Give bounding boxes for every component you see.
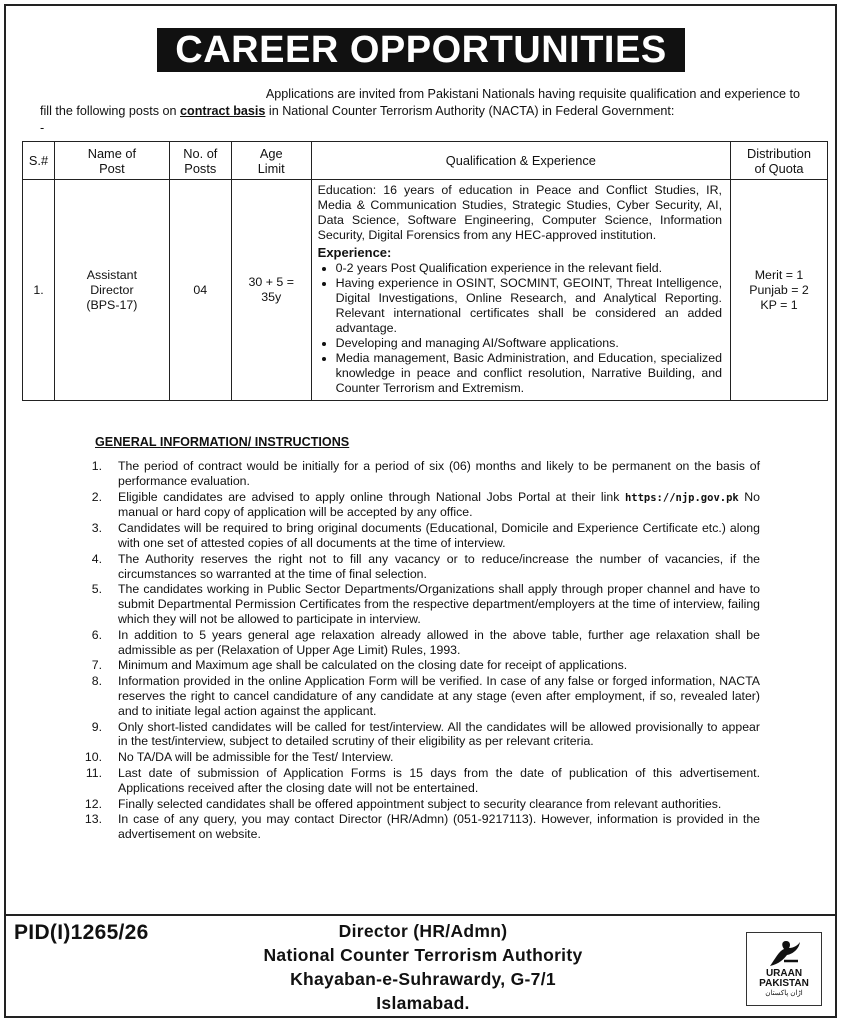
item-number: 6.	[91, 627, 102, 642]
logo-text-urdu: اڑان پاکستان	[765, 990, 803, 997]
item-text: No TA/DA will be admissible for the Test/ Interview.	[118, 750, 394, 765]
intro-line-1: Applications are invited from Pakistani Nationals having requisite qualification and experience to	[265, 87, 800, 101]
post-name-line2: Director	[90, 282, 134, 297]
njp-portal-link[interactable]: https://njp.gov.pk	[624, 491, 739, 504]
item-number: 11.	[85, 765, 102, 780]
item-number: 3.	[91, 521, 102, 536]
posts-table	[22, 141, 828, 401]
item-text: Finally selected candidates shall be offered appointment subject to security clearance from relevant authorities.	[118, 796, 722, 811]
footer-divider	[4, 914, 837, 916]
list-item	[58, 720, 760, 750]
header-age-line2: Limit	[257, 160, 285, 176]
item-text: The candidates working in Public Sector Departments/Organizations shall apply through proper channel and have to submit Departmental Permission Certificates from the respective department/employers at the time of interview, failing which they will not be allowed to participate in interview.	[118, 582, 760, 626]
quota-merit: Merit = 1	[754, 267, 804, 282]
item-number: 10.	[84, 750, 102, 765]
list-item	[58, 766, 760, 796]
intro-line-2	[40, 103, 800, 120]
page-title: CAREER OPPORTUNITIES	[157, 28, 685, 72]
intro-text	[40, 86, 800, 137]
instructions-list	[58, 459, 760, 843]
cell-quota	[731, 180, 828, 401]
footer-address	[223, 919, 623, 1015]
item-text: In addition to 5 years general age relaxation already allowed in the above table, further age relaxation shall be admissible as per (Relaxation of Upper Age Limit) Rules, 1993.	[118, 627, 760, 657]
item-text-post: No manual or hard copy of application will be accepted by any office.	[118, 489, 760, 520]
intro-line-2-post: in National Counter Terrorism Authority (NACTA) in Federal Government:	[265, 104, 675, 118]
address-street: Khayaban-e-Suhrawardy, G-7/1	[290, 969, 556, 989]
item-text: Candidates will be required to bring original documents (Educational, Domicile and Experience Certificate etc.) along with one set of attested copies of all documents at the time of interview.	[118, 521, 760, 550]
logo-text-line2: PAKISTAN	[759, 978, 809, 989]
uraan-pakistan-logo	[746, 932, 822, 1006]
list-item	[58, 521, 760, 551]
cell-post-name	[54, 180, 169, 401]
item-text: Only short-listed candidates will be called for test/interview. All the candidates will be allowed provisionally to appear in the test/interview, subject to detailed scrutiny of their eligibility as per relevant criteria.	[118, 719, 760, 749]
experience-item: • Developing and managing AI/Software applications.	[336, 336, 722, 351]
item-text: The period of contract would be initially for a period of six (06) months and likely to be permanent on the basis of performance evaluation.	[118, 459, 760, 488]
item-number: 8.	[91, 674, 102, 689]
list-item	[58, 552, 760, 582]
header-post	[54, 142, 169, 180]
header-age-line1: Age	[259, 145, 283, 161]
header-sno: S.#	[23, 142, 55, 180]
list-item	[58, 459, 760, 489]
address-organization: National Counter Terrorism Authority	[263, 945, 583, 965]
contract-basis-text: contract basis	[180, 104, 266, 118]
list-item	[58, 490, 760, 521]
item-text: In case of any query, you may contact Director (HR/Admn) (051-9217113). However, information is provided in the advertisement on website.	[118, 812, 760, 842]
intro-line-3: -	[40, 121, 45, 135]
list-item	[58, 797, 760, 812]
bird-logo-icon	[767, 939, 801, 969]
cell-age-limit	[231, 180, 311, 401]
table-header-row	[23, 142, 828, 180]
experience-item: • Media management, Basic Administration, and Education, specialized knowledge in peace and conflict resolution, Narrative Building, and Counter Terrorism and Extremism.	[336, 351, 722, 396]
quota-kp: KP = 1	[760, 297, 798, 312]
quota-punjab: Punjab = 2	[749, 282, 809, 297]
header-num-line2: Posts	[184, 160, 217, 176]
header-qualification: Qualification & Experience	[311, 142, 730, 180]
general-info-title: GENERAL INFORMATION/ INSTRUCTIONS	[95, 435, 350, 449]
intro-line-2-pre: fill the following posts on	[40, 104, 181, 118]
logo-text-line1: URAAN	[765, 968, 803, 979]
header-quota-line1: Distribution	[747, 145, 812, 161]
table-row	[23, 180, 828, 401]
post-name-line1: Assistant	[86, 267, 138, 282]
header-quota	[731, 142, 828, 180]
header-post-line1: Name of	[87, 145, 137, 161]
list-item	[58, 628, 760, 658]
cell-num-posts: 04	[169, 180, 231, 401]
item-number: 9.	[91, 719, 102, 734]
header-quota-line2: of Quota	[754, 160, 804, 176]
address-designation: Director (HR/Admn)	[338, 921, 508, 941]
item-number: 7.	[91, 658, 102, 673]
item-text: Last date of submission of Application Forms is 15 days from the date of publication of this advertisement. Applications received after the closing date will not be entertained.	[118, 765, 760, 795]
experience-item: • Having experience in OSINT, SOCMINT, GEOINT, Threat Intelligence, Digital Investigations, Online Research, and Analytical Reporting. Relevant international certificates shall be considered an added advantage.	[336, 276, 722, 336]
list-item	[58, 812, 760, 842]
experience-label: Experience:	[317, 245, 392, 260]
list-item	[58, 750, 760, 765]
education-text: Education: 16 years of education in Peace and Conflict Studies, IR, Media & Communication Studies, Strategic Studies, Cyber Security, AI, Data Science, Software Engineering, Computer Science, Information Security, Digital Forensics from any HEC-approved institution.	[317, 183, 723, 242]
address-city: Islamabad.	[376, 993, 470, 1013]
item-number: 12.	[84, 796, 102, 811]
age-line1: 30 + 5 =	[248, 275, 294, 289]
item-number: 1.	[91, 459, 102, 473]
item-number: 13.	[84, 812, 102, 827]
header-age	[231, 142, 311, 180]
cell-sno: 1.	[23, 180, 55, 401]
header-post-line2: Post	[99, 160, 125, 176]
item-number: 5.	[91, 582, 102, 597]
post-name-line3: (BPS-17)	[86, 297, 138, 312]
item-text: Minimum and Maximum age shall be calculated on the closing date for receipt of applications.	[118, 658, 628, 673]
age-line2: 35y	[261, 290, 282, 304]
pid-number: PID(I)1265/26	[14, 921, 149, 944]
cell-qualification	[311, 180, 730, 401]
item-number: 2.	[91, 489, 102, 504]
item-text-pre: Eligible candidates are advised to apply online through National Jobs Portal at their link	[118, 489, 625, 504]
item-text: The Authority reserves the right not to fill any vacancy or to reduce/increase the number of vacancies, if the circumstances so warranted at the time of final selection.	[118, 551, 760, 581]
list-item	[58, 658, 760, 673]
item-text: Information provided in the online Application Form will be verified. In case of any false or forged information, NACTA reserves the right to cancel candidature of any candidate at any stage (even after employment, if so, revealed later) and to initiate legal action against the applicant.	[118, 674, 760, 718]
header-num-line1: No. of	[183, 145, 218, 161]
item-number: 4.	[91, 551, 102, 566]
header-num-posts	[169, 142, 231, 180]
experience-list	[318, 261, 722, 396]
list-item	[58, 674, 760, 718]
experience-item: • 0-2 years Post Qualification experience in the relevant field.	[336, 261, 722, 276]
list-item	[58, 582, 760, 626]
